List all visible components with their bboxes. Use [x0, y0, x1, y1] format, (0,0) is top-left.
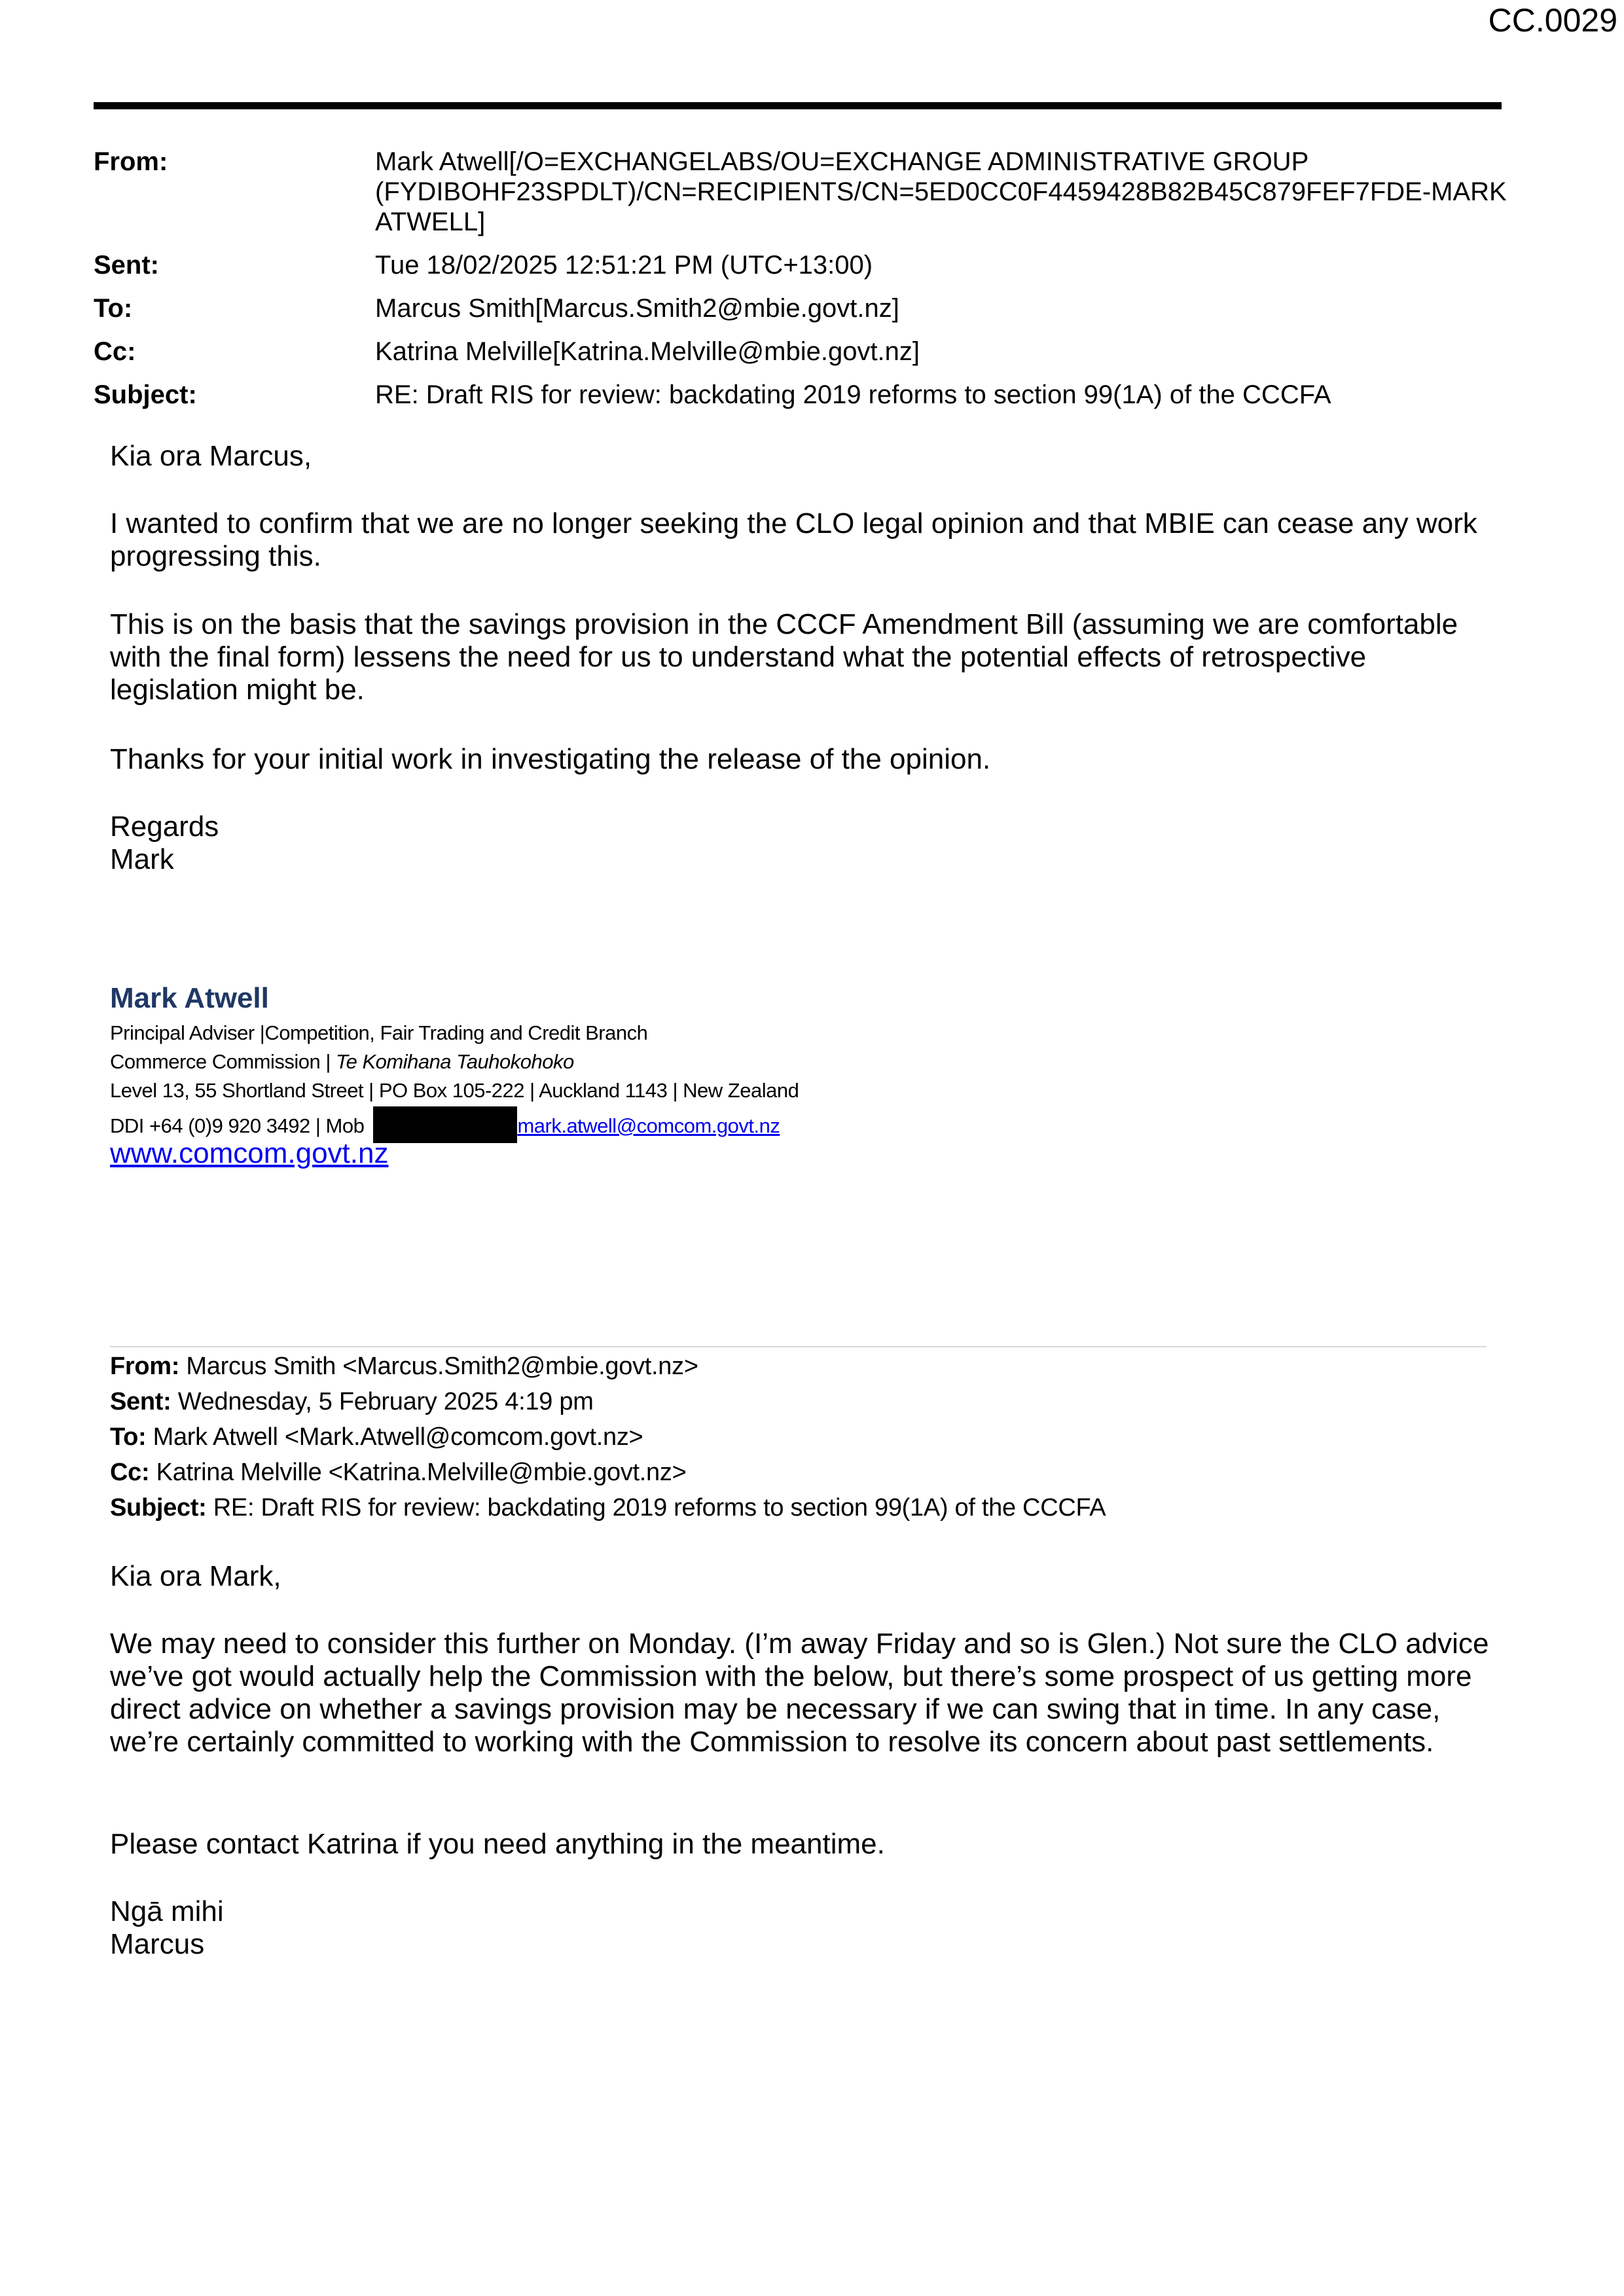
signature-name: Mark Atwell [110, 982, 269, 1014]
redaction-box [373, 1106, 517, 1143]
document-id: CC.0029 [1488, 2, 1617, 39]
to-value: Marcus Smith[Marcus.Smith2@mbie.govt.nz] [375, 294, 899, 323]
subject-value: RE: Draft RIS for review: backdating 2019 reforms to section 99(1A) of the CCCFA [375, 380, 1331, 409]
sent-label: Sent: [94, 251, 159, 280]
sent-label: Sent: [110, 1388, 171, 1415]
cc-value: Katrina Melville[Katrina.Melville@mbie.govt.nz] [375, 337, 920, 366]
original-paragraph: Please contact Katrina if you need anything in the meantime. [110, 1828, 885, 1860]
to-label: To: [110, 1423, 147, 1451]
original-to [110, 1419, 643, 1455]
reply-name: Mark [110, 843, 174, 875]
from-value: Marcus Smith <Marcus.Smith2@mbie.govt.nz> [179, 1353, 698, 1380]
original-sent [110, 1384, 594, 1419]
signature-address: Level 13, 55 Shortland Street | PO Box 105-222 | Auckland 1143 | New Zealand [110, 1079, 799, 1102]
subject-value: RE: Draft RIS for review: backdating 2019 reforms to section 99(1A) of the CCCFA [206, 1494, 1106, 1522]
from-label: From: [94, 147, 168, 176]
reply-paragraph: Thanks for your initial work in investigating the release of the opinion. [110, 743, 991, 775]
org-maori-name: Te Komihana Tauhokohoko [336, 1050, 574, 1073]
from-value: Mark Atwell[/O=EXCHANGELABS/OU=EXCHANGE ADMINISTRATIVE GROUP (FYDIBOHF23SPDLT)/CN=RECIPIENTS/CN=5ED0CC0F4459428B82B45C879FEF7FDE-MARK ATWELL] [375, 147, 1507, 236]
subject-label: Subject: [94, 380, 197, 409]
to-value: Mark Atwell <Mark.Atwell@comcom.govt.nz> [146, 1423, 643, 1451]
original-signoff: Ngā mihi [110, 1895, 224, 1927]
cc-label: Cc: [94, 337, 136, 366]
original-greeting: Kia ora Mark, [110, 1560, 281, 1592]
subject-label: Subject: [110, 1494, 207, 1522]
to-label: To: [94, 294, 133, 323]
signature-title: Principal Adviser |Competition, Fair Trading and Credit Branch [110, 1021, 648, 1044]
org-name: Commerce Commission | [110, 1050, 336, 1073]
phone: DDI +64 (0)9 920 3492 | Mob [110, 1114, 370, 1137]
original-name: Marcus [110, 1928, 205, 1960]
reply-paragraph: This is on the basis that the savings provision in the CCCF Amendment Bill (assuming we are comfortable with the final form) lessens the need for us to understand what the potential effects of retrospective legislation might be. [110, 608, 1458, 706]
original-subject [110, 1490, 1106, 1525]
cc-value: Katrina Melville <Katrina.Melville@mbie.govt.nz> [149, 1459, 687, 1486]
original-paragraph: We may need to consider this further on Monday. (I’m away Friday and so is Glen.) Not sure the CLO advice we’ve got would actually help the Commission with the below, but there’s some prospect of us getting more direct advice on whether a savings provision may be necessary if we can swing that in time. In any case, we’re certainly committed to working with the Commission to resolve its concern about past settlements. [110, 1628, 1489, 1758]
reply-paragraph: I wanted to confirm that we are no longer seeking the CLO legal opinion and that MBIE can cease any work progressing this. [110, 507, 1477, 572]
website-link[interactable]: www.comcom.govt.nz [110, 1137, 389, 1169]
header-rule [94, 102, 1502, 109]
signature-org [110, 1049, 574, 1075]
sent-value: Wednesday, 5 February 2025 4:19 pm [171, 1388, 594, 1415]
sent-value: Tue 18/02/2025 12:51:21 PM (UTC+13:00) [375, 251, 873, 280]
message-separator [110, 1346, 1487, 1347]
reply-greeting: Kia ora Marcus, [110, 440, 312, 472]
reply-signoff: Regards [110, 811, 219, 843]
email-link[interactable]: mark.atwell@comcom.govt.nz [517, 1114, 780, 1137]
cc-label: Cc: [110, 1459, 150, 1486]
original-cc [110, 1455, 686, 1490]
from-label: From: [110, 1353, 180, 1380]
original-from [110, 1349, 698, 1384]
